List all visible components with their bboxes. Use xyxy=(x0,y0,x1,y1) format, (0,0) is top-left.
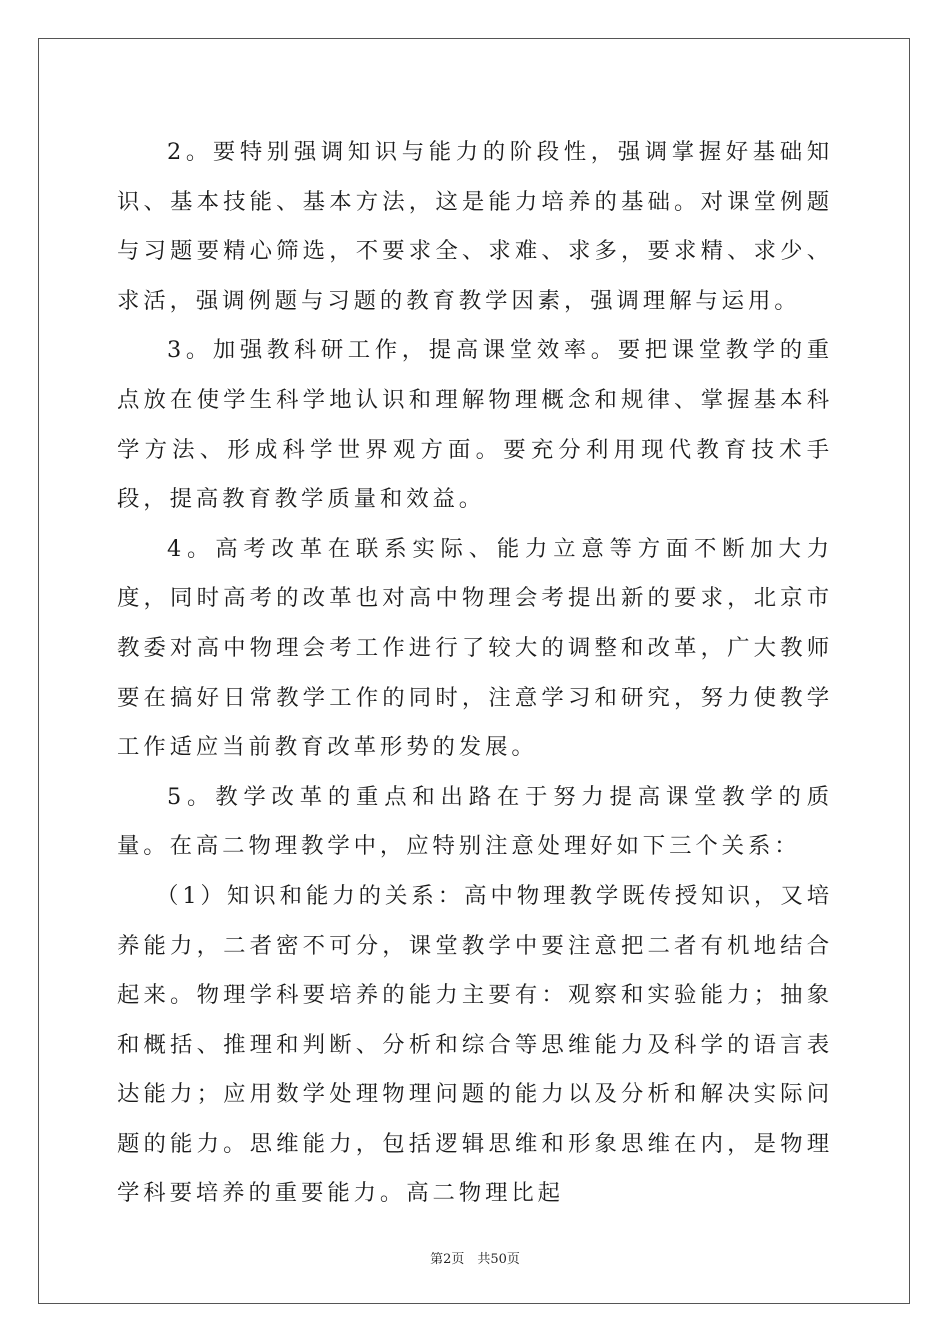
paragraph-2: 2。要特别强调知识与能力的阶段性，强调掌握好基础知识、基本技能、基本方法，这是能力培养的基础。对课堂例题与习题要精心筛选，不要求全、求难、求多，要求精、求少、求活，强调例题与习题的教育教学因素，强调理解与运用。 xyxy=(117,139,833,314)
paragraph-3: 3。加强教科研工作，提高课堂效率。要把课堂教学的重点放在使学生科学地认识和理解物理概念和规律、掌握基本科学方法、形成科学世界观方面。要充分利用现代教育技术手段，提高教育教学质量和效益。 xyxy=(117,337,833,513)
paragraph-4: 4。高考改革在联系实际、能力立意等方面不断加大力度，同时高考的改革也对高中物理会考提出新的要求，北京市教委对高中物理会考工作进行了较大的调整和改革，广大教师要在搞好日常教学工作的同时，注意学习和研究，努力使教学工作适应当前教育改革形势的发展。 xyxy=(117,535,833,761)
document-body xyxy=(117,128,833,1219)
paragraph-5: 5。教学改革的重点和出路在于努力提高课堂教学的质量。在高二物理教学中，应特别注意处理好如下三个关系： xyxy=(117,783,833,860)
paragraph-5-1: （1）知识和能力的关系：高中物理教学既传授知识，又培养能力，二者密不可分，课堂教学中要注意把二者有机地结合起来。物理学科要培养的能力主要有：观察和实验能力；抽象和概括、推理和判断、分析和综合等思维能力及科学的语言表达能力；应用数学处理物理问题的能力以及分析和解决实际问题的能力。思维能力，包括逻辑思维和形象思维在内，是物理学科要培养的重要能力。高二物理比起 xyxy=(117,882,833,1207)
page-number-footer: 第2页 共50页 xyxy=(430,1252,520,1267)
